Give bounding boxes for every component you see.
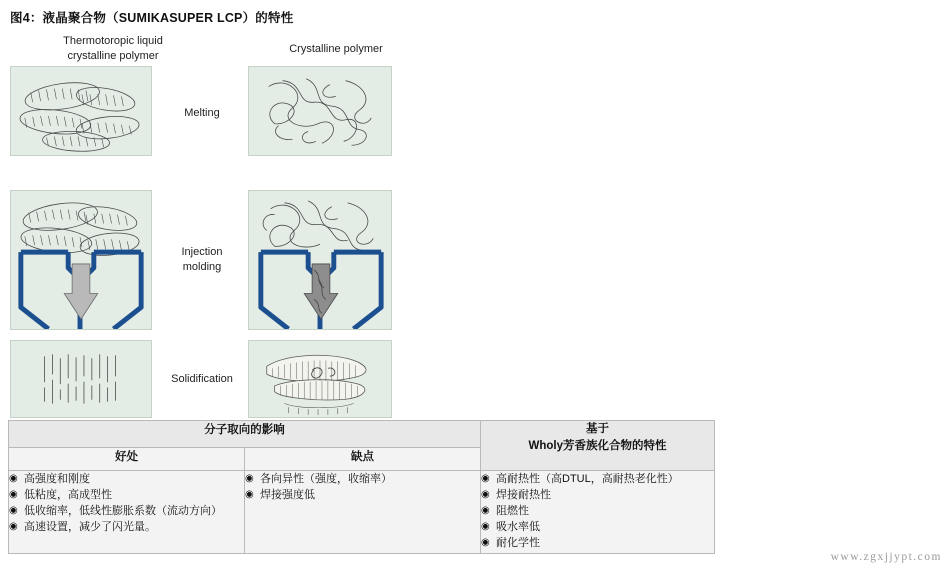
column-header-left-line1: Thermotoropic liquid — [63, 35, 163, 47]
bullet-icon: ◉ — [9, 505, 18, 516]
list-item-label: 焊接耐热性 — [496, 489, 551, 501]
list-item-label: 阻燃性 — [496, 505, 529, 517]
table-header-row — [9, 421, 715, 448]
table-body-row — [9, 471, 715, 554]
bullet-icon: ◉ — [481, 473, 490, 484]
stage-label-solidification: Solidification — [171, 373, 233, 385]
page-title: 图4：液晶聚合物（SUMIKASUPER LCP）的特性 — [10, 11, 294, 25]
list-item-label: 低粘度，高成型性 — [24, 489, 112, 501]
bullet-icon: ◉ — [481, 505, 490, 516]
stage-label-injection-line1: Injection — [181, 246, 223, 258]
advantages-cell — [9, 471, 245, 554]
cell-lcp-injection — [10, 190, 152, 330]
list-item — [245, 487, 480, 503]
table-subheader-advantages: 好处 — [9, 448, 245, 471]
bullet-icon: ◉ — [481, 537, 490, 548]
diagram-container — [8, 30, 708, 400]
cell-lcp-solidification — [10, 340, 152, 418]
list-item — [9, 487, 244, 503]
bullet-icon: ◉ — [245, 473, 254, 484]
column-header-right: Crystalline polymer — [289, 43, 383, 55]
list-item-label: 吸水率低 — [496, 521, 540, 533]
stage-label-injection — [160, 245, 244, 275]
list-item — [9, 503, 244, 519]
properties-list — [481, 471, 714, 551]
table-header-properties-line1: 基于 — [586, 423, 609, 435]
lcp-injection-illustration — [11, 191, 151, 329]
properties-cell — [481, 471, 715, 554]
bullet-icon: ◉ — [9, 489, 18, 500]
bullet-icon: ◉ — [9, 473, 18, 484]
properties-table — [8, 420, 715, 554]
table-header-properties-line2: Wholy芳香族化合物的特性 — [528, 440, 667, 452]
list-item-label: 低收缩率，低线性膨胀系数（流动方向） — [24, 505, 222, 517]
crystalline-injection-illustration — [249, 191, 391, 329]
list-item-label: 高强度和刚度 — [24, 473, 90, 485]
list-item-label: 高耐热性（高DTUL，高耐热老化性） — [496, 473, 679, 485]
list-item — [481, 471, 714, 487]
crystalline-solidification-illustration — [249, 341, 391, 417]
lcp-melting-illustration — [11, 67, 151, 155]
list-item — [9, 471, 244, 487]
bullet-icon: ◉ — [481, 521, 490, 532]
cell-crystalline-melting — [248, 66, 392, 156]
bullet-icon: ◉ — [9, 521, 18, 532]
table-subheader-disadvantages: 缺点 — [245, 448, 481, 471]
list-item-label: 高速设置，减少了闪光量。 — [24, 521, 156, 533]
bullet-icon: ◉ — [481, 489, 490, 500]
list-item — [9, 519, 244, 535]
list-item-label: 耐化学性 — [496, 537, 540, 549]
column-header-left — [18, 34, 208, 64]
stage-label-melting: Melting — [184, 107, 220, 119]
cell-crystalline-injection — [248, 190, 392, 330]
disadvantages-cell — [245, 471, 481, 554]
table-header-influence: 分子取向的影响 — [9, 421, 481, 448]
list-item-label: 焊接强度低 — [260, 489, 315, 501]
list-item — [481, 535, 714, 551]
disadvantages-list — [245, 471, 480, 503]
crystalline-melting-illustration — [249, 67, 391, 155]
list-item — [481, 519, 714, 535]
cell-crystalline-solidification — [248, 340, 392, 418]
list-item-label: 各向异性（强度，收缩率） — [260, 473, 392, 485]
list-item — [481, 487, 714, 503]
column-header-left-line2: crystalline polymer — [67, 50, 159, 62]
table-header-properties — [481, 421, 715, 471]
list-item — [245, 471, 480, 487]
cell-lcp-melting — [10, 66, 152, 156]
lcp-solidification-illustration — [11, 341, 151, 417]
stage-label-injection-line2: molding — [182, 261, 222, 273]
list-item — [481, 503, 714, 519]
advantages-list — [9, 471, 244, 535]
bullet-icon: ◉ — [245, 489, 254, 500]
watermark: www.zgxjjypt.com — [830, 551, 942, 563]
